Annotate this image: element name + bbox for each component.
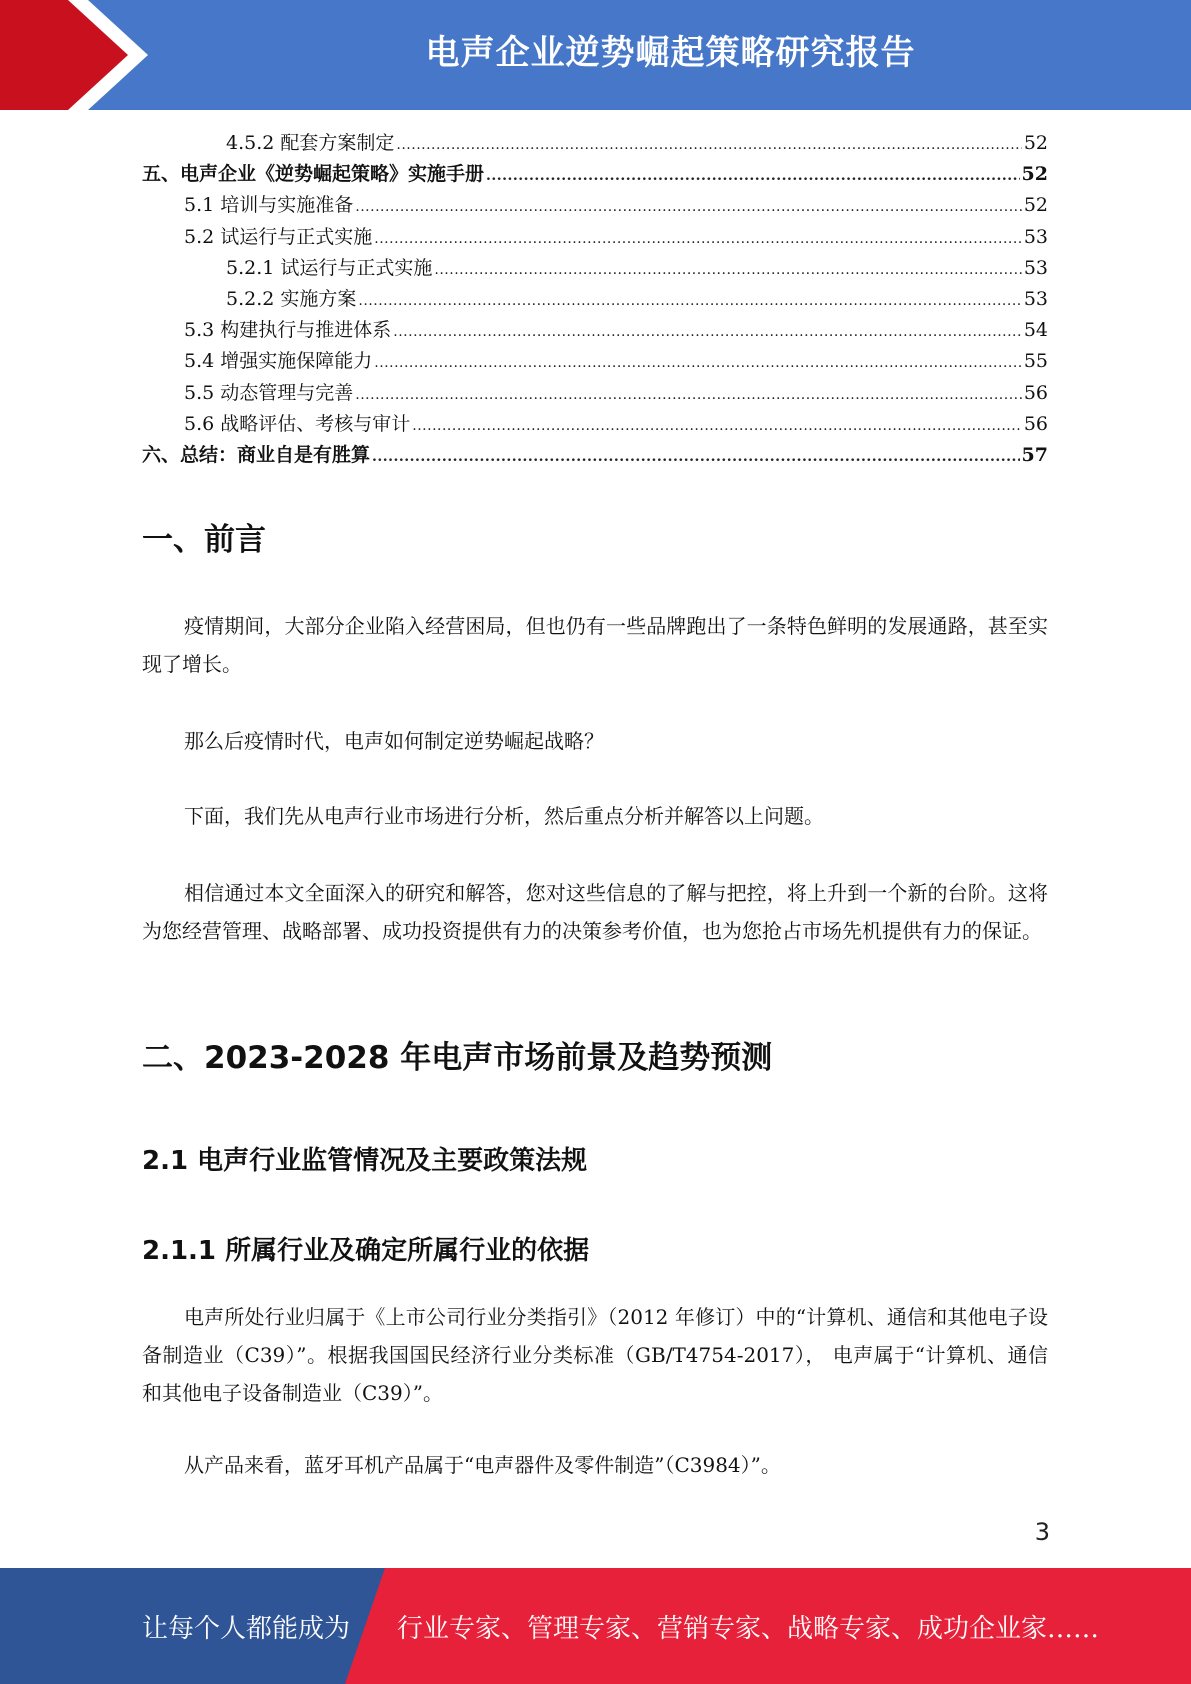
preface-paragraph: 下面，我们先从电声行业市场进行分析，然后重点分析并解答以上问题。 — [184, 804, 824, 828]
page-number: 3 — [1034, 1518, 1050, 1546]
toc-entry-page: 53 — [1023, 287, 1048, 310]
toc-entry-page: 52 — [1023, 132, 1048, 154]
toc-entry-page: 56 — [1023, 381, 1048, 404]
toc-entry-text: 5.2.1 试运行与正式实施 — [226, 256, 433, 279]
toc-entry-text: 5.2.2 实施方案 — [226, 287, 357, 310]
toc-entry-text: 5.3 构建执行与推进体系 — [184, 319, 392, 342]
toc-entry[interactable] — [142, 222, 1048, 253]
table-of-contents — [142, 128, 1048, 471]
toc-entry-page: 52 — [1023, 194, 1048, 217]
toc-entry[interactable] — [142, 128, 1048, 159]
toc-entry-page: 53 — [1023, 256, 1048, 279]
toc-leader-dots — [486, 161, 1020, 192]
toc-leader-dots — [358, 286, 1021, 317]
toc-entry-page: 53 — [1023, 225, 1048, 248]
toc-entry[interactable] — [142, 440, 1048, 471]
toc-leader-dots — [393, 317, 1022, 348]
page-footer — [0, 1568, 1191, 1684]
toc-leader-dots — [374, 224, 1022, 255]
preface-paragraph: 疫情期间，大部分企业陷入经营困局，但也仍有一些品牌跑出了一条特色鲜明的发展通路，甚至实现了增长。 — [142, 614, 1048, 676]
toc-leader-dots — [434, 255, 1021, 286]
toc-leader-dots — [374, 348, 1022, 379]
toc-entry[interactable] — [142, 378, 1048, 409]
regulation-heading: 2.1 电声行业监管情况及主要政策法规 — [142, 1146, 588, 1176]
toc-entry-page: 55 — [1023, 350, 1048, 373]
footer-slogan-right: 行业专家、管理专家、营销专家、战略专家、成功企业家…… — [397, 1614, 1100, 1644]
toc-entry[interactable] — [142, 346, 1048, 377]
footer-slogan-left: 让每个人都能成为 — [142, 1614, 351, 1644]
toc-entry-text: 5.1 培训与实施准备 — [184, 194, 354, 217]
toc-entry[interactable] — [142, 284, 1048, 315]
toc-entry-page: 54 — [1023, 319, 1048, 342]
toc-entry[interactable] — [142, 159, 1048, 190]
toc-entry-text: 5.6 战略评估、考核与审计 — [184, 412, 411, 435]
toc-entry[interactable] — [142, 190, 1048, 221]
toc-entry-text: 六、总结：商业自是有胜算 — [142, 443, 371, 466]
toc-leader-dots — [355, 192, 1022, 223]
toc-entry[interactable] — [142, 409, 1048, 440]
toc-entry-page: 57 — [1021, 443, 1048, 466]
industry-paragraph: 从产品来看，蓝牙耳机产品属于“电声器件及零件制造”（C3984）”。 — [184, 1453, 781, 1477]
toc-entry-page: 56 — [1023, 412, 1048, 435]
toc-entry-text: 5.5 动态管理与完善 — [184, 381, 354, 404]
toc-leader-dots — [412, 411, 1022, 442]
toc-leader-dots — [396, 130, 1021, 161]
toc-entry-text: 4.5.2 配套方案制定 — [226, 132, 395, 154]
toc-entry[interactable] — [142, 315, 1048, 346]
market-heading: 二、2023-2028 年电声市场前景及趋势预测 — [142, 1040, 773, 1076]
toc-leader-dots — [355, 380, 1022, 411]
industry-paragraph: 电声所处行业归属于《上市公司行业分类指引》（2012 年修订）中的“计算机、通信和其他电子设备制造业（C39）”。根据我国国民经济行业分类标准（GB/T4754-2017）， 电声属于“计算机、通信和其他电子设备制造业（C39）”。 — [142, 1305, 1048, 1405]
preface-paragraph: 相信通过本文全面深入的研究和解答，您对这些信息的了解与把控，将上升到一个新的台阶。这将为您经营管理、战略部署、成功投资提供有力的决策参考价值，也为您抢占市场先机提供有力的保证。 — [142, 881, 1048, 943]
toc-entry-page: 52 — [1021, 163, 1048, 186]
toc-leader-dots — [372, 442, 1020, 473]
header-arrow-decoration — [0, 0, 150, 110]
toc-entry-text: 5.4 增强实施保障能力 — [184, 350, 373, 373]
toc-entry-text: 5.2 试运行与正式实施 — [184, 225, 373, 248]
page-header — [0, 0, 1191, 110]
toc-entry-text: 五、电声企业《逆势崛起策略》实施手册 — [142, 163, 485, 186]
preface-paragraph: 那么后疫情时代，电声如何制定逆势崛起战略？ — [184, 729, 604, 753]
toc-entry[interactable] — [142, 253, 1048, 284]
header-title: 电声企业逆势崛起策略研究报告 — [425, 33, 916, 73]
preface-heading: 一、前言 — [142, 522, 266, 558]
industry-heading: 2.1.1 所属行业及确定所属行业的依据 — [142, 1236, 590, 1266]
